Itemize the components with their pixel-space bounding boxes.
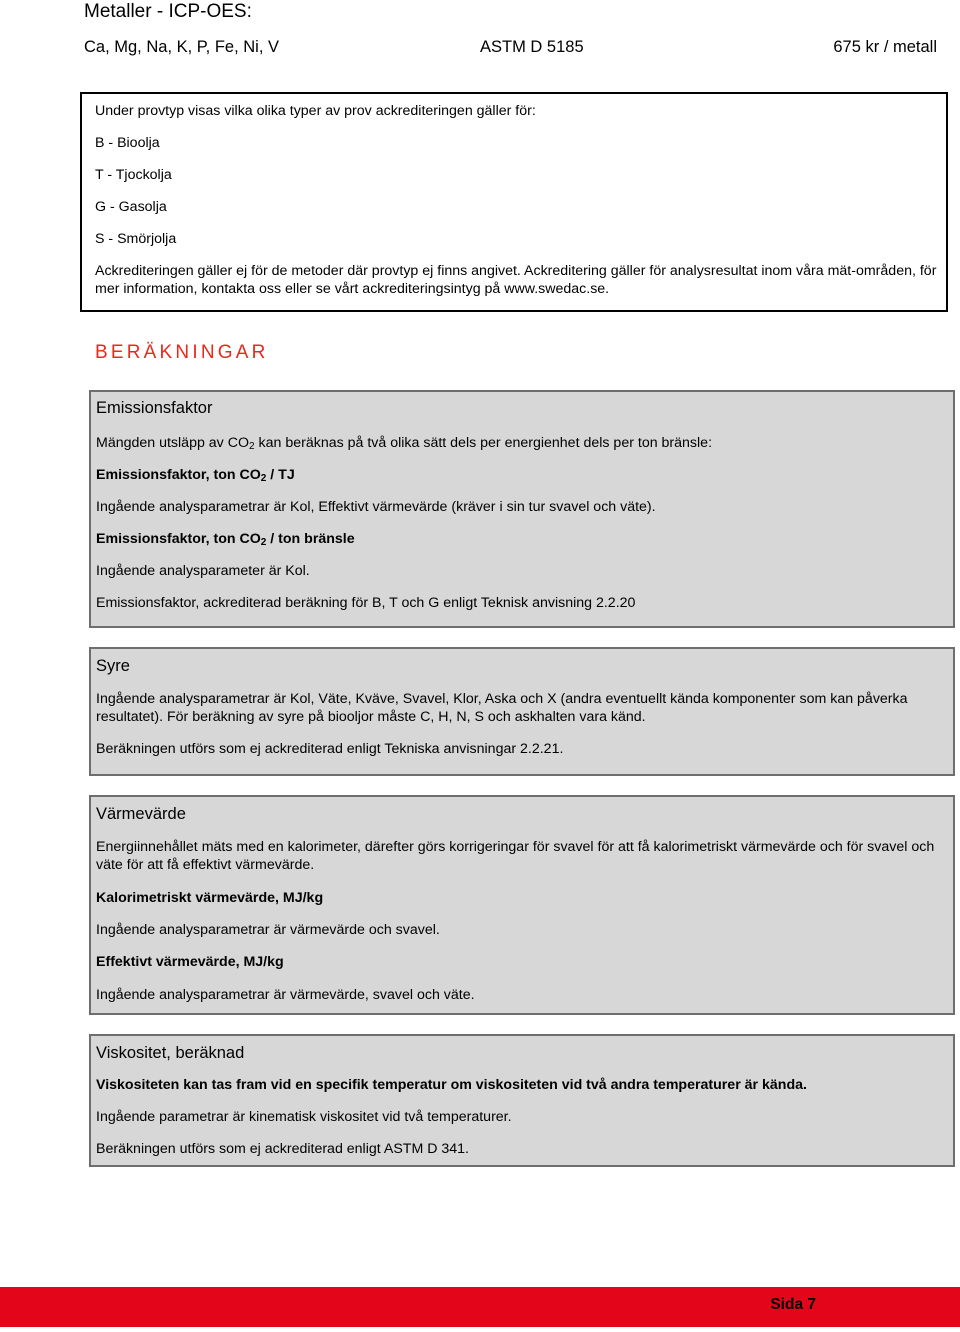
emission-card bbox=[89, 390, 955, 628]
accreditation-intro: Under provtyp visas vilka olika typer av prov ackrediteringen gäller för: bbox=[95, 103, 536, 119]
emission-params-tj: Ingående analysparametrar är Kol, Effektivt värmevärde (kräver i sin tur svavel och väte). bbox=[96, 499, 656, 515]
metal-list: Ca, Mg, Na, K, P, Fe, Ni, V bbox=[84, 38, 280, 56]
sample-type-s: S - Smörjolja bbox=[95, 231, 177, 247]
sample-type-t: T - Tjockolja bbox=[95, 167, 172, 183]
syre-params: Ingående analysparametrar är Kol, Väte, Kväve, Svavel, Klor, Aska och X (andra eventuellt kända komponenter som kan påverka resultatet). För beräkning av syre på biooljor måste C, H, N, S och askhalten vara känd. bbox=[96, 691, 908, 725]
varme-params-kalorimetriskt: Ingående analysparametrar är värmevärde och svavel. bbox=[96, 922, 440, 938]
price: 675 kr / metall bbox=[833, 38, 937, 56]
emission-params-ton: Ingående analysparameter är Kol. bbox=[96, 563, 310, 579]
page-number: Sida 7 bbox=[770, 1296, 816, 1313]
varme-heading-kalorimetriskt: Kalorimetriskt värmevärde, MJ/kg bbox=[96, 890, 324, 906]
syre-card bbox=[89, 647, 955, 776]
sample-type-b: B - Bioolja bbox=[95, 135, 160, 151]
method-code: ASTM D 5185 bbox=[480, 38, 584, 56]
emission-title: Emissionsfaktor bbox=[96, 399, 213, 417]
varme-description: Energiinnehållet mäts med en kalorimeter, därefter görs korrigeringar för svavel för att få kalorimetriskt värmevärde och för svavel och väte för att få effektivt värmevärde. bbox=[96, 839, 935, 873]
varme-title: Värmevärde bbox=[96, 805, 186, 823]
accreditation-note: Ackrediteringen gäller ej för de metoder där provtyp ej finns angivet. Ackreditering gäller för analysresultat inom våra mät-områden, för mer information, kontakta oss eller se vårt ackrediteringsintyg på www.swedac.se. bbox=[95, 263, 937, 297]
varme-heading-effektivt: Effektivt värmevärde, MJ/kg bbox=[96, 954, 284, 970]
viskositet-title: Viskositet, beräknad bbox=[96, 1044, 245, 1062]
emission-heading-ton: Emissionsfaktor, ton $CO_2$ / ton bränsle bbox=[96, 531, 355, 548]
syre-method: Beräkningen utförs som ej ackrediterad enligt Tekniska anvisningar 2.2.21. bbox=[96, 741, 564, 757]
viskositet-heading: Viskositeten kan tas fram vid en specifik temperatur om viskositeten vid två andra temperaturer är kända. bbox=[96, 1077, 807, 1093]
page-title: Metaller - ICP-OES: bbox=[84, 1, 252, 22]
viskositet-method: Beräkningen utförs som ej ackrediterad enligt ASTM D 341. bbox=[96, 1141, 470, 1157]
viskositet-params: Ingående parametrar är kinematisk viskositet vid två temperaturer. bbox=[96, 1109, 512, 1125]
emission-heading-tj: Emissionsfaktor, ton $CO_2$ / TJ bbox=[96, 467, 295, 484]
section-title: BERÄKNINGAR bbox=[95, 342, 269, 363]
emission-accreditation: Emissionsfaktor, ackrediterad beräkning för B, T och G enligt Teknisk anvisning 2.2.20 bbox=[96, 595, 636, 611]
varme-params-effektivt: Ingående analysparametrar är värmevärde, svavel och väte. bbox=[96, 987, 475, 1003]
viskositet-card bbox=[89, 1034, 955, 1167]
sample-type-g: G - Gasolja bbox=[95, 199, 167, 215]
syre-title: Syre bbox=[96, 657, 130, 675]
footer-bar bbox=[0, 1287, 960, 1327]
emission-intro: Mängden utsläpp av $CO_2$ kan beräknas på två olika sätt dels per energienhet dels per ton bränsle: bbox=[96, 435, 713, 452]
accreditation-box bbox=[80, 92, 948, 312]
varme-card bbox=[89, 795, 955, 1015]
